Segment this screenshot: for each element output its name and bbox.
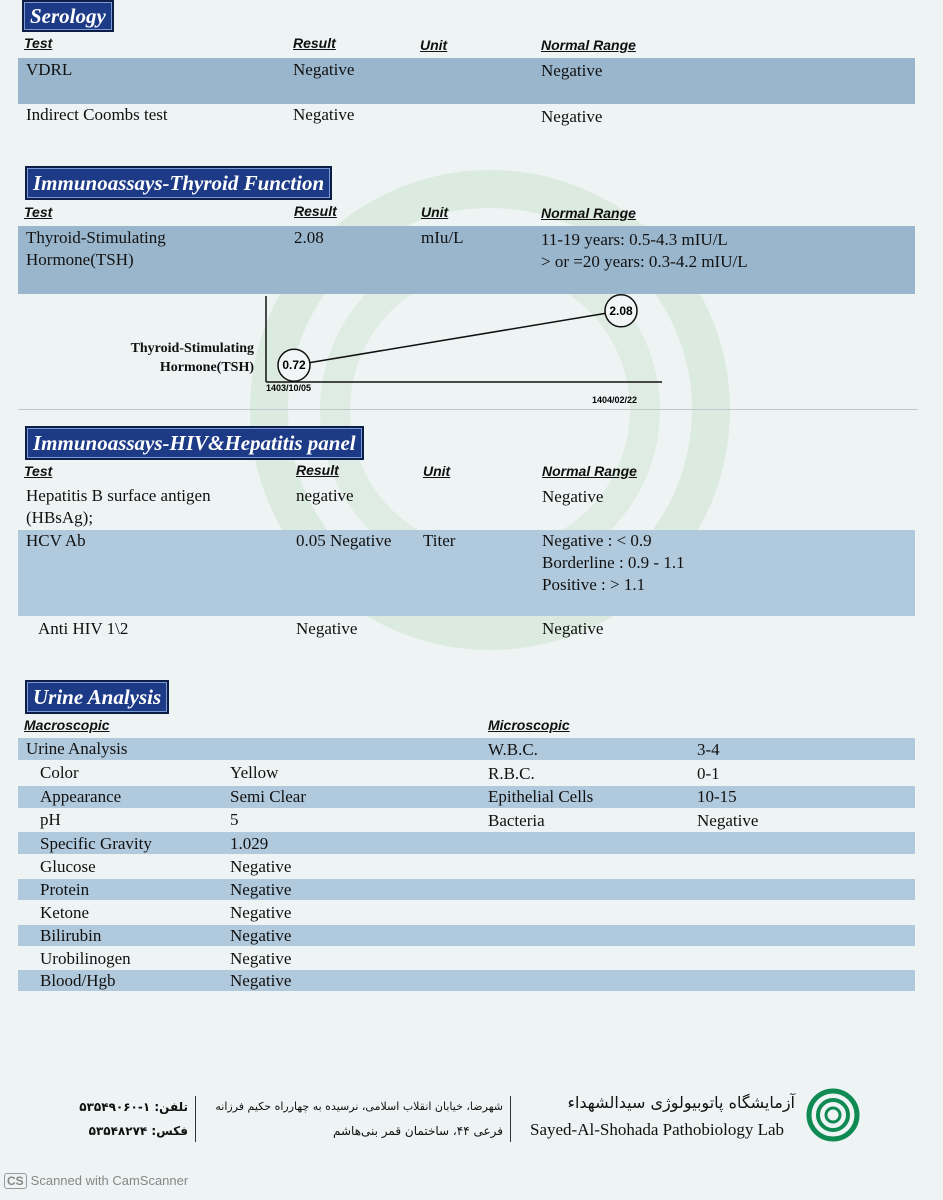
coombs-result: Negative xyxy=(293,105,355,124)
vdrl-range: Negative xyxy=(541,61,603,80)
lab-logo xyxy=(806,1088,860,1142)
hbsag-test-line2: (HBsAg); xyxy=(26,508,94,527)
urine-title: Urine Analysis xyxy=(25,680,169,714)
hiv-header-range: Normal Range xyxy=(542,463,637,479)
urine-macro-value: Negative xyxy=(230,926,292,945)
tsh-range-line2: > or =20 years: 0.3-4.2 mIU/L xyxy=(541,252,748,271)
urine-macro-label: Specific Gravity xyxy=(40,834,152,853)
vdrl-result: Negative xyxy=(293,60,355,79)
hbsag-test-line1: Hepatitis B surface antigen xyxy=(26,486,211,505)
urine-macro-label: Blood/Hgb xyxy=(40,971,116,990)
table-row-band xyxy=(18,530,915,616)
chart-ylabel-line1: Thyroid-Stimulating xyxy=(130,341,254,356)
urine-macro-label: Color xyxy=(40,763,79,782)
urine-macro-label: Glucose xyxy=(40,857,96,876)
tsh-result: 2.08 xyxy=(294,228,324,247)
camscanner-text: Scanned with CamScanner xyxy=(30,1173,189,1188)
hcv-result: 0.05 Negative xyxy=(296,531,392,550)
address-line2: فرعی ۴۴، ساختمان قمر بنی‌هاشم xyxy=(333,1124,503,1138)
urine-micro-header: Microscopic xyxy=(488,717,570,733)
camscanner-watermark xyxy=(4,1173,188,1189)
thyroid-header-test: Test xyxy=(24,204,53,220)
hiv-header-test: Test xyxy=(24,463,53,479)
urine-macro-value: Negative xyxy=(230,949,292,968)
urine-macro-label: Protein xyxy=(40,880,90,899)
tsh-series-line xyxy=(294,311,621,365)
chart-x-tick-label: 1403/10/05 xyxy=(266,383,312,393)
anti-hiv-range: Negative xyxy=(542,619,604,638)
divider xyxy=(18,409,918,410)
urine-macro-label: pH xyxy=(40,810,61,829)
tsh-point-label: 2.08 xyxy=(609,303,633,318)
thyroid-header-unit: Unit xyxy=(421,204,449,220)
camscanner-badge: CS xyxy=(4,1173,27,1189)
hcv-test: HCV Ab xyxy=(26,531,86,550)
urine-macro-value: Negative xyxy=(230,880,292,899)
tsh-point-label: 0.72 xyxy=(282,358,306,373)
urine-micro-label: W.B.C. xyxy=(488,740,538,759)
urine-macro-label: Appearance xyxy=(40,787,122,806)
serology-header-test: Test xyxy=(24,35,53,51)
anti-hiv-test: Anti HIV 1\2 xyxy=(38,619,129,638)
hcv-unit: Titer xyxy=(423,531,456,550)
chart-x-tick-label: 1404/02/22 xyxy=(592,395,638,405)
table-row-band xyxy=(18,786,915,808)
coombs-range: Negative xyxy=(541,107,603,126)
hbsag-result: negative xyxy=(296,486,354,505)
hcv-range-line1: Negative : < 0.9 xyxy=(542,531,652,550)
phone: تلفن: ۱-۵۳۵۴۹۰۶۰ xyxy=(79,1100,188,1114)
urine-macro-label: Bilirubin xyxy=(40,926,102,945)
tsh-test-line1: Thyroid-Stimulating xyxy=(26,228,166,247)
fax: فکس: ۵۳۵۴۸۲۷۴ xyxy=(88,1124,188,1138)
tsh-range-line1: 11-19 years: 0.5-4.3 mIU/L xyxy=(541,230,728,249)
thyroid-header-result: Result xyxy=(294,203,337,219)
tsh-unit: mIu/L xyxy=(421,228,464,247)
serology-header-unit: Unit xyxy=(420,37,448,53)
hiv-header-unit: Unit xyxy=(423,463,451,479)
thyroid-header-range: Normal Range xyxy=(541,205,636,221)
urine-macro-label: Urobilinogen xyxy=(40,949,131,968)
thyroid-title: Immunoassays-Thyroid Function xyxy=(25,166,332,200)
urine-macro-value: Yellow xyxy=(230,763,279,782)
urine-macro-value: 1.029 xyxy=(230,834,269,853)
urine-macro-value: Negative xyxy=(230,903,292,922)
urine-macro-header: Macroscopic xyxy=(24,717,110,733)
urine-macro-value: Negative xyxy=(230,857,292,876)
serology-header-result: Result xyxy=(293,35,336,51)
tsh-trend-chart xyxy=(0,0,943,420)
urine-micro-label: Bacteria xyxy=(488,811,545,830)
coombs-test: Indirect Coombs test xyxy=(26,105,168,124)
table-row-band xyxy=(18,970,915,991)
lab-name-en: Sayed-Al-Shohada Pathobiology Lab xyxy=(530,1120,785,1139)
urine-micro-value: 3-4 xyxy=(697,740,720,759)
address-line1: شهرضا، خیابان انقلاب اسلامی، نرسیده به چهارراه حکیم فرزانه xyxy=(215,1100,503,1113)
tsh-test-line2: Hormone(TSH) xyxy=(26,250,134,269)
chart-ylabel-line2: Hormone(TSH) xyxy=(159,360,254,375)
hbsag-range: Negative xyxy=(542,487,604,506)
table-row-band xyxy=(18,925,915,946)
urine-micro-value: Negative xyxy=(697,811,759,830)
lab-name-fa: آزمایشگاه پاتوبیولوژی سیدالشهداء xyxy=(567,1093,795,1112)
anti-hiv-result: Negative xyxy=(296,619,358,638)
urine-micro-label: Epithelial Cells xyxy=(488,787,594,806)
urine-macro-label: Ketone xyxy=(40,903,90,922)
urine-macro-label: Urine Analysis xyxy=(26,739,128,758)
urine-micro-label: R.B.C. xyxy=(488,764,535,783)
urine-micro-value: 10-15 xyxy=(697,787,737,806)
hiv-title: Immunoassays-HIV&Hepatitis panel xyxy=(25,426,364,460)
footer-divider xyxy=(510,1096,511,1142)
table-row-band xyxy=(18,832,915,854)
table-row-band xyxy=(18,879,915,900)
serology-header-range: Normal Range xyxy=(541,37,636,53)
urine-macro-value: Negative xyxy=(230,971,292,990)
hcv-range-line3: Positive : > 1.1 xyxy=(542,575,646,594)
urine-micro-value: 0-1 xyxy=(697,764,720,783)
urine-macro-value: Semi Clear xyxy=(230,787,307,806)
hcv-range-line2: Borderline : 0.9 - 1.1 xyxy=(542,553,685,572)
footer-divider xyxy=(195,1096,196,1142)
vdrl-test: VDRL xyxy=(26,60,73,79)
urine-macro-value: 5 xyxy=(230,810,239,829)
hiv-header-result: Result xyxy=(296,462,339,478)
serology-title: Serology xyxy=(22,0,114,32)
table-row-band xyxy=(18,738,915,760)
